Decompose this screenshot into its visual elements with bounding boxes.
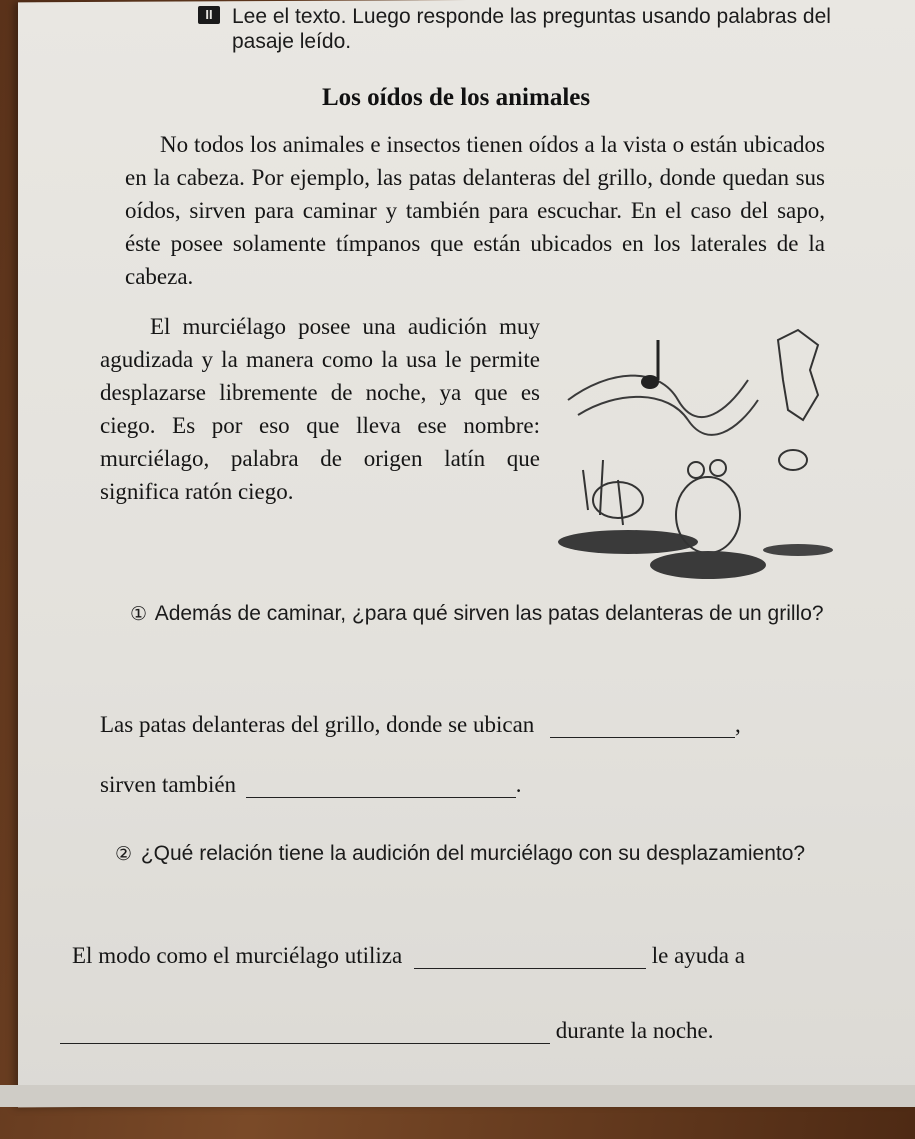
frog-shadow	[650, 551, 766, 579]
answer-suffix: ,	[735, 712, 741, 737]
answer-blank[interactable]	[550, 713, 735, 738]
answer-2-line-2	[60, 1018, 713, 1044]
frog-eye-icon	[710, 460, 726, 476]
answer-suffix: durante la noche.	[555, 1018, 714, 1043]
bat-icon	[778, 330, 818, 420]
question-1	[130, 600, 830, 628]
question-text: ¿Qué relación tiene la audición del murciélago con su desplazamiento?	[140, 842, 806, 865]
question-number: ②	[115, 844, 133, 865]
frog-eye-icon	[688, 462, 704, 478]
page-bottom-edge	[0, 1085, 915, 1107]
answer-prefix: Las patas delanteras del grillo, donde se ubican	[100, 712, 535, 737]
answer-2-line-1	[72, 943, 745, 969]
answer-blank[interactable]	[60, 1019, 550, 1044]
answer-1-line-2	[100, 772, 522, 798]
instruction-text: Lee el texto. Luego responde las preguntas usando palabras del pasaje leído.	[232, 5, 831, 53]
question-text: Además de caminar, ¿para qué sirven las patas delanteras de un grillo?	[154, 602, 824, 625]
answer-suffix: .	[515, 772, 522, 797]
frog-icon	[676, 477, 740, 553]
answer-1-line-1	[100, 712, 741, 738]
ground-shadow	[763, 544, 833, 556]
answer-suffix: le ayuda a	[651, 943, 745, 968]
animals-illustration	[548, 310, 838, 590]
music-note-icon	[641, 375, 659, 389]
answer-prefix: sirven también	[100, 772, 237, 797]
section-badge: II	[198, 6, 220, 24]
reading-title: Los oídos de los animales	[322, 84, 591, 111]
question-2	[115, 840, 850, 868]
paragraph-2: El murciélago posee una audición muy agudizada y la manera como la usa le permite desplazarse libremente de noche, ya que es ciego. Es por eso que lleva ese nombre: murciélago, palabra de origen latín que significa ratón ciego.	[100, 314, 540, 504]
answer-prefix: El modo como el murciélago utiliza	[72, 943, 403, 968]
answer-blank[interactable]	[246, 773, 516, 798]
question-number: ①	[130, 604, 148, 625]
pond-shadow	[558, 530, 698, 554]
bat-head-icon	[779, 450, 807, 470]
answer-blank[interactable]	[414, 944, 646, 969]
paragraph-1: No todos los animales e insectos tienen oídos a la vista o están ubicados en la cabeza. Por ejemplo, las patas delanteras del grillo, donde quedan sus oídos, sirven para caminar y también para escuchar. En el caso del sapo, éste posee solamente tímpanos que están ubicados en los laterales de la cabeza.	[125, 132, 825, 289]
